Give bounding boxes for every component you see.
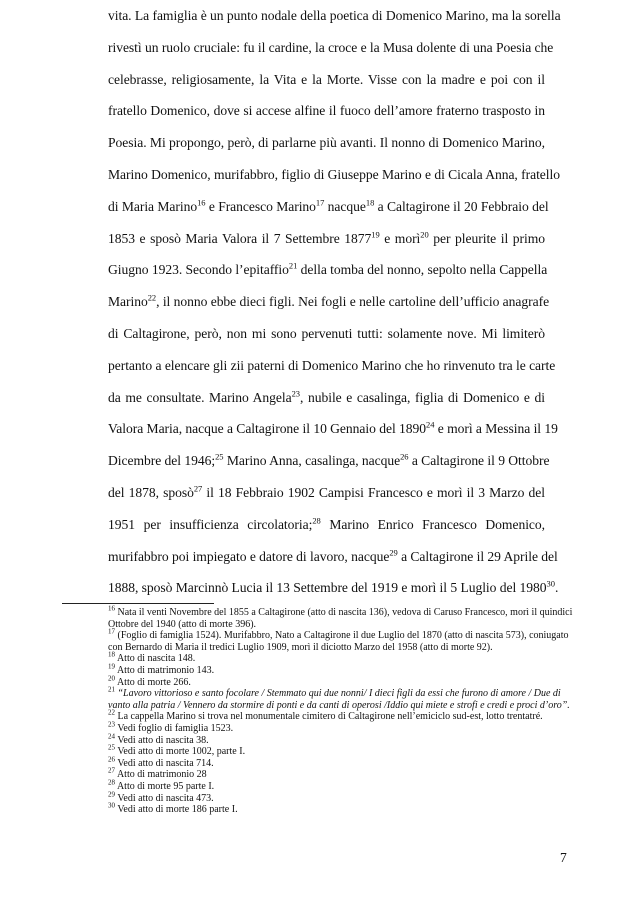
footnote-reference[interactable]: 16 [197,197,206,208]
body-text-run: e Francesco Marino [205,198,316,214]
page-number: 7 [560,850,567,865]
body-line [108,286,550,318]
footnote-reference[interactable]: 20 [420,229,429,240]
footnote-number: 30 [108,801,115,810]
body-line [108,95,545,127]
body-text-run: e morì a Messina il 19 [434,421,558,437]
footnote-number: 19 [108,662,115,671]
body-text [108,0,561,604]
body-text-run: Marino Enrico Francesco Domenico, [320,516,545,532]
footnote [108,755,578,770]
body-text-run: di Caltagirone, però, non mi sono pervenuti tutti: solamente nove. Mi limiterò [108,325,545,341]
footnote-text: Atto di matrimonio 28 [115,769,207,781]
footnote-reference[interactable]: 18 [365,197,375,208]
body-text-run: , il nonno ebbe dieci figli. Nei fogli e nelle cartoline dell’ufficio anagrafe [156,294,550,310]
footnote [108,778,578,793]
body-text-run: , nubile e casalinga, figlia di Domenico e di [300,389,546,405]
body-text-run: della tomba del nonno, sepolto nella Cappella [297,262,548,278]
body-text-run: murifabbro poi impiegato e datore di lavoro, nacque [108,548,390,564]
footnote-number: 16 [108,604,115,613]
footnote-number: 21 [108,685,115,694]
footnote-reference[interactable]: 22 [147,292,157,303]
body-text-run: 1951 per insufficienza circolatoria; [108,516,313,532]
footnote-text: Vedi foglio di famiglia 1523. [115,722,234,734]
footnote-reference[interactable]: 29 [389,547,398,558]
body-line [108,541,558,573]
body-text-run: da me consultate. Marino Angela [108,389,292,405]
body-text-run: a Caltagirone il 29 Aprile del [397,548,558,564]
body-line [108,413,558,445]
footnote-text: Vedi atto di nascita 38. [115,734,209,746]
footnote-text: La cappella Marino si trova nel monumentale cimitero di Caltagirone nell’emiciclo sud-est, lotto trentatré. [115,711,543,723]
footnote-text: Vedi atto di morte 186 parte I. [115,804,238,816]
body-text-run: . [554,580,559,596]
footnote-number: 27 [108,766,115,775]
body-text-run: pertanto a elencare gli zii paterni di Domenico Marino che ho rinvenuto tra le carte [108,357,556,373]
footnote-text: Nata il venti Novembre del 1855 a Caltagirone (atto di nascita 136), vedova di Caruso Francesco, morì il quindici Ottobre del 1940 (atto di morte 396). [108,607,573,630]
body-text-run: fratello Domenico, dove si accese alfine il fuoco dell’amore fraterno trasposto in [108,103,545,119]
footnote [108,674,578,689]
body-text-run: Dicembre del 1946; [108,453,216,469]
body-line [108,477,545,509]
body-text-run: per pleurite il primo [428,230,545,246]
footnote-number: 22 [108,709,115,718]
body-line [108,254,548,286]
footnote [108,604,578,630]
body-line [108,64,545,96]
footnote-reference[interactable]: 26 [400,451,409,462]
footnote-text: Vedi atto di nascita 714. [115,757,214,769]
body-text-run: celebrasse, religiosamente, la Vita e la Morte. Visse con la madre e poi con il [108,71,545,87]
footnote-reference[interactable]: 19 [371,229,380,240]
body-line [108,509,545,541]
footnote [108,766,578,781]
footnote-text: Atto di matrimonio 143. [115,664,215,676]
footnote-separator [62,603,214,604]
footnote-text: Atto di morte 266. [115,676,191,688]
body-line [108,127,545,159]
body-line [108,445,550,477]
footnote-text: (Foglio di famiglia 1524). Murifabbro, Nato a Caltagirone il due Luglio del 1870 (atto di nascita 573), coniugato con Bernardo di Maria il tredici Luglio 1909, morì il diciotto Marzo del 1958 (atto di morte 92). [108,630,569,653]
body-text-run: 1853 e sposò Maria Valora il 7 Settembre 1877 [108,230,372,246]
body-line [108,32,554,64]
body-text-run: Marino [108,294,148,310]
footnote-number: 20 [108,674,115,683]
footnote-reference[interactable]: 24 [426,419,435,430]
footnote-text: Atto di nascita 148. [115,653,196,665]
footnote-number: 28 [108,778,115,787]
footnote [108,685,578,711]
body-line [108,350,556,382]
footnotes [108,604,578,816]
body-text-run: del 1878, sposò [108,484,194,500]
footnote-text: Vedi atto di morte 1002, parte I. [115,746,246,758]
footnote [108,662,578,677]
body-line [108,191,549,223]
footnote-text: “Lavoro vittorioso e santo focolare / Stemmato qui due nonni/ I dieci figli da essi che furono di amore / Due di vanto alla patria / Vennero da stormire di ponti e da canti di operosi /Iddio qui miete e strofi e credi e proci d’oro”. [108,688,570,711]
footnote-reference[interactable]: 28 [312,515,321,526]
body-text-run: Poesia. Mi propongo, però, di parlarne più avanti. Il nonno di Domenico Marino, [108,135,545,151]
body-text-run: 1888, sposò Marcinnò Lucia il 13 Settembre del 1919 e morì il 5 Luglio del 1980 [108,580,547,596]
footnote-reference[interactable]: 17 [315,197,325,208]
footnote-number: 26 [108,755,115,764]
footnote [108,743,578,758]
body-text-run: Marino Anna, casalinga, nacque [223,453,401,469]
body-text-run: a Caltagirone il 20 Febbraio del [374,198,549,214]
footnote-number: 23 [108,720,115,729]
body-line [108,0,561,32]
body-line [108,318,545,350]
body-text-run: Valora Maria, nacque a Caltagirone il 10 Gennaio del 1890 [108,421,427,437]
body-line [108,159,560,191]
footnote-reference[interactable]: 27 [193,483,203,494]
body-line [108,572,559,604]
body-text-run: Giugno 1923. Secondo l’epitaffio [108,262,289,278]
footnote [108,653,578,665]
footnote-reference[interactable]: 25 [215,451,224,462]
body-line [108,223,545,255]
footnote-reference[interactable]: 21 [288,260,298,271]
body-text-run: nacque [324,198,366,214]
footnote-text: Atto di morte 95 parte I. [115,780,215,792]
footnote [108,790,578,805]
footnote [108,627,578,653]
footnote [108,732,578,747]
footnote-number: 18 [108,651,115,660]
body-text-run: rivestì un ruolo cruciale: fu il cardine, la croce e la Musa dolente di una Poesia che [108,39,554,55]
body-line [108,382,545,414]
body-text-run: il 18 Febbraio 1902 Campisi Francesco e morì il 3 Marzo del [202,484,545,500]
footnote-reference[interactable]: 30 [546,578,555,589]
footnote-reference[interactable]: 23 [291,388,301,399]
footnote-number: 25 [108,743,115,752]
footnote-number: 17 [108,627,115,636]
footnote [108,801,578,816]
footnote [108,720,578,735]
footnote-number: 24 [108,732,115,741]
body-text-run: di Maria Marino [108,198,198,214]
footnote-number: 29 [108,790,115,799]
footnote-text: Vedi atto di nascita 473. [115,792,214,804]
body-text-run: Marino Domenico, murifabbro, figlio di Giuseppe Marino e di Cicala Anna, fratello [108,166,560,182]
body-text-run: a Caltagirone il 9 Ottobre [408,453,550,469]
body-text-run: vita. La famiglia è un punto nodale della poetica di Domenico Marino, ma la sorella [108,8,561,23]
footnote [108,711,578,723]
body-text-run: e morì [379,230,421,246]
